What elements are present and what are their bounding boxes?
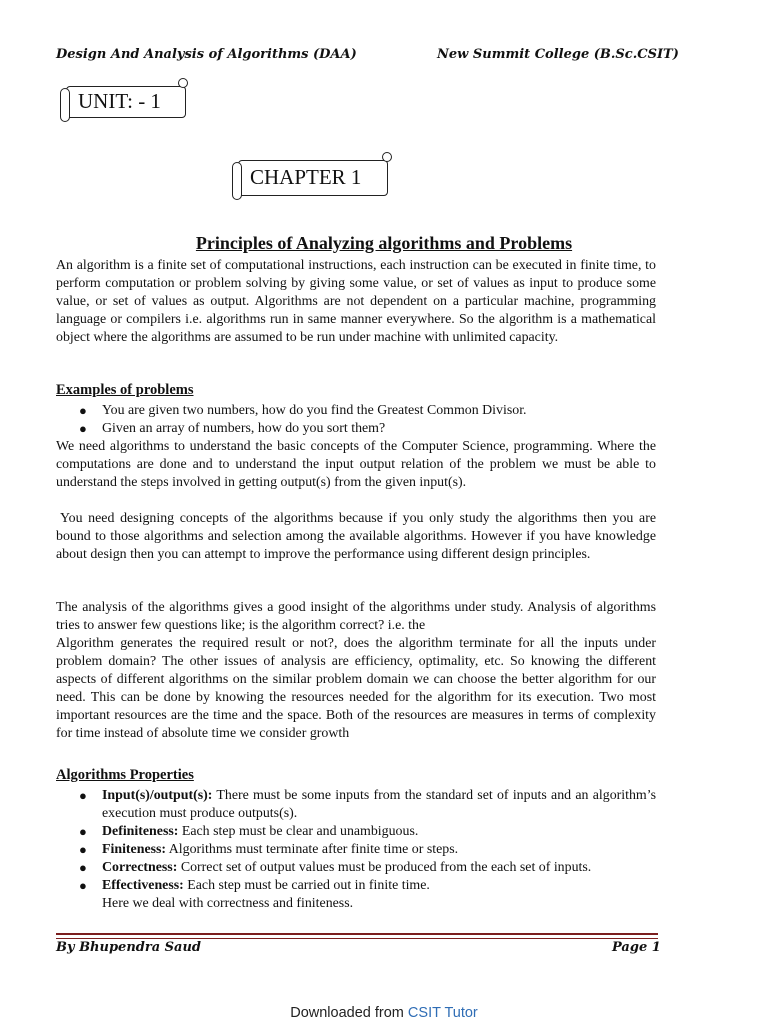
bullet-icon: ●	[79, 842, 87, 857]
csit-tutor-link[interactable]: CSIT Tutor	[407, 1005, 478, 1021]
page-title: Principles of Analyzing algorithms and Problems	[195, 233, 573, 253]
bullet-icon: ●	[79, 421, 87, 436]
examples-list	[79, 402, 656, 438]
list-item: ● Input(s)/output(s): There must be some inputs from the standard set of inputs and an algorithm’s execution must produce outputs(s).	[79, 788, 656, 821]
footer-author: By Bhupendra Saud	[56, 940, 202, 955]
bullet-icon: ●	[79, 878, 87, 893]
bullet-icon: ●	[79, 403, 87, 418]
chapter-banner	[232, 152, 394, 202]
paragraph-1: We need algorithms to understand the basic concepts of the Computer Science, programming. Where the computations are done and to understand the input output relation of the problem we must be able to understand the steps involved in getting output(s) from the given input(s).	[56, 439, 656, 490]
list-item: ● You are given two numbers, how do you find the Greatest Common Divisor.	[79, 403, 527, 418]
unit-label: UNIT: - 1	[78, 89, 161, 113]
footer-divider	[56, 933, 658, 935]
list-item: ● Finiteness: Algorithms must terminate after finite time or steps.	[79, 842, 459, 857]
list-item: ● Effectiveness: Each step must be carried out in finite time.	[79, 878, 430, 893]
unit-banner	[60, 78, 190, 124]
header-right: New Summit College (B.Sc.CSIT)	[437, 47, 679, 62]
download-prefix: Downloaded from	[290, 1005, 404, 1021]
properties-note: Here we deal with correctness and finiteness.	[102, 896, 354, 911]
footer-divider-thin	[56, 938, 658, 939]
list-item: ● Correctness: Correct set of output values must be produced from the each set of inputs.	[79, 860, 592, 875]
examples-heading: Examples of problems	[56, 382, 194, 398]
list-item: ● Given an array of numbers, how do you sort them?	[79, 421, 386, 436]
header-left: Design And Analysis of Algorithms (DAA)	[56, 47, 357, 62]
chapter-label: CHAPTER 1	[250, 165, 362, 189]
paragraph-3b: Algorithm generates the required result or not?, does the algorithm terminate for all the inputs under problem domain? The other issues of analysis are efficiency, optimality, etc. So knowing the different aspects of different algorithms on the similar problem domain we can choose the better algorithm for our need. This can be done by knowing the resources needed for the algorithm for its execution. Two most important resources are the time and the space. Both of the resources are measures in terms of complexity for time instead of absolute time we consider growth	[56, 636, 656, 741]
paragraph-3a: The analysis of the algorithms gives a good insight of the algorithms under study. Analysis of algorithms tries to answer few questions like; is the algorithm correct? i.e. the	[56, 600, 656, 633]
intro-paragraph: An algorithm is a finite set of computational instructions, each instruction can be executed in finite time, to perform computation or problem solving by giving some value, or set of values as input to produce some value, or set of values as output. Algorithms are not dependent on a particular machine, programming language or compilers i.e. algorithms run in same manner everywhere. So the algorithm is a mathematical object where the algorithms are assumed to be run under machine with unlimited capacity.	[56, 258, 656, 345]
properties-list	[79, 787, 656, 913]
bullet-icon: ●	[79, 788, 87, 803]
footer-page-number: Page 1	[612, 940, 661, 955]
paragraph-2: You need designing concepts of the algorithms because if you only study the algorithms then you are bound to those algorithms and selection among the available algorithms. However if you have knowledge about design then you can attempt to improve the performance using different design principles.	[56, 511, 656, 562]
download-notice	[0, 1005, 768, 1021]
list-item: ● Definiteness: Each step must be clear and unambiguous.	[79, 824, 419, 839]
properties-heading: Algorithms Properties	[56, 767, 194, 783]
bullet-icon: ●	[79, 824, 87, 839]
bullet-icon: ●	[79, 860, 87, 875]
